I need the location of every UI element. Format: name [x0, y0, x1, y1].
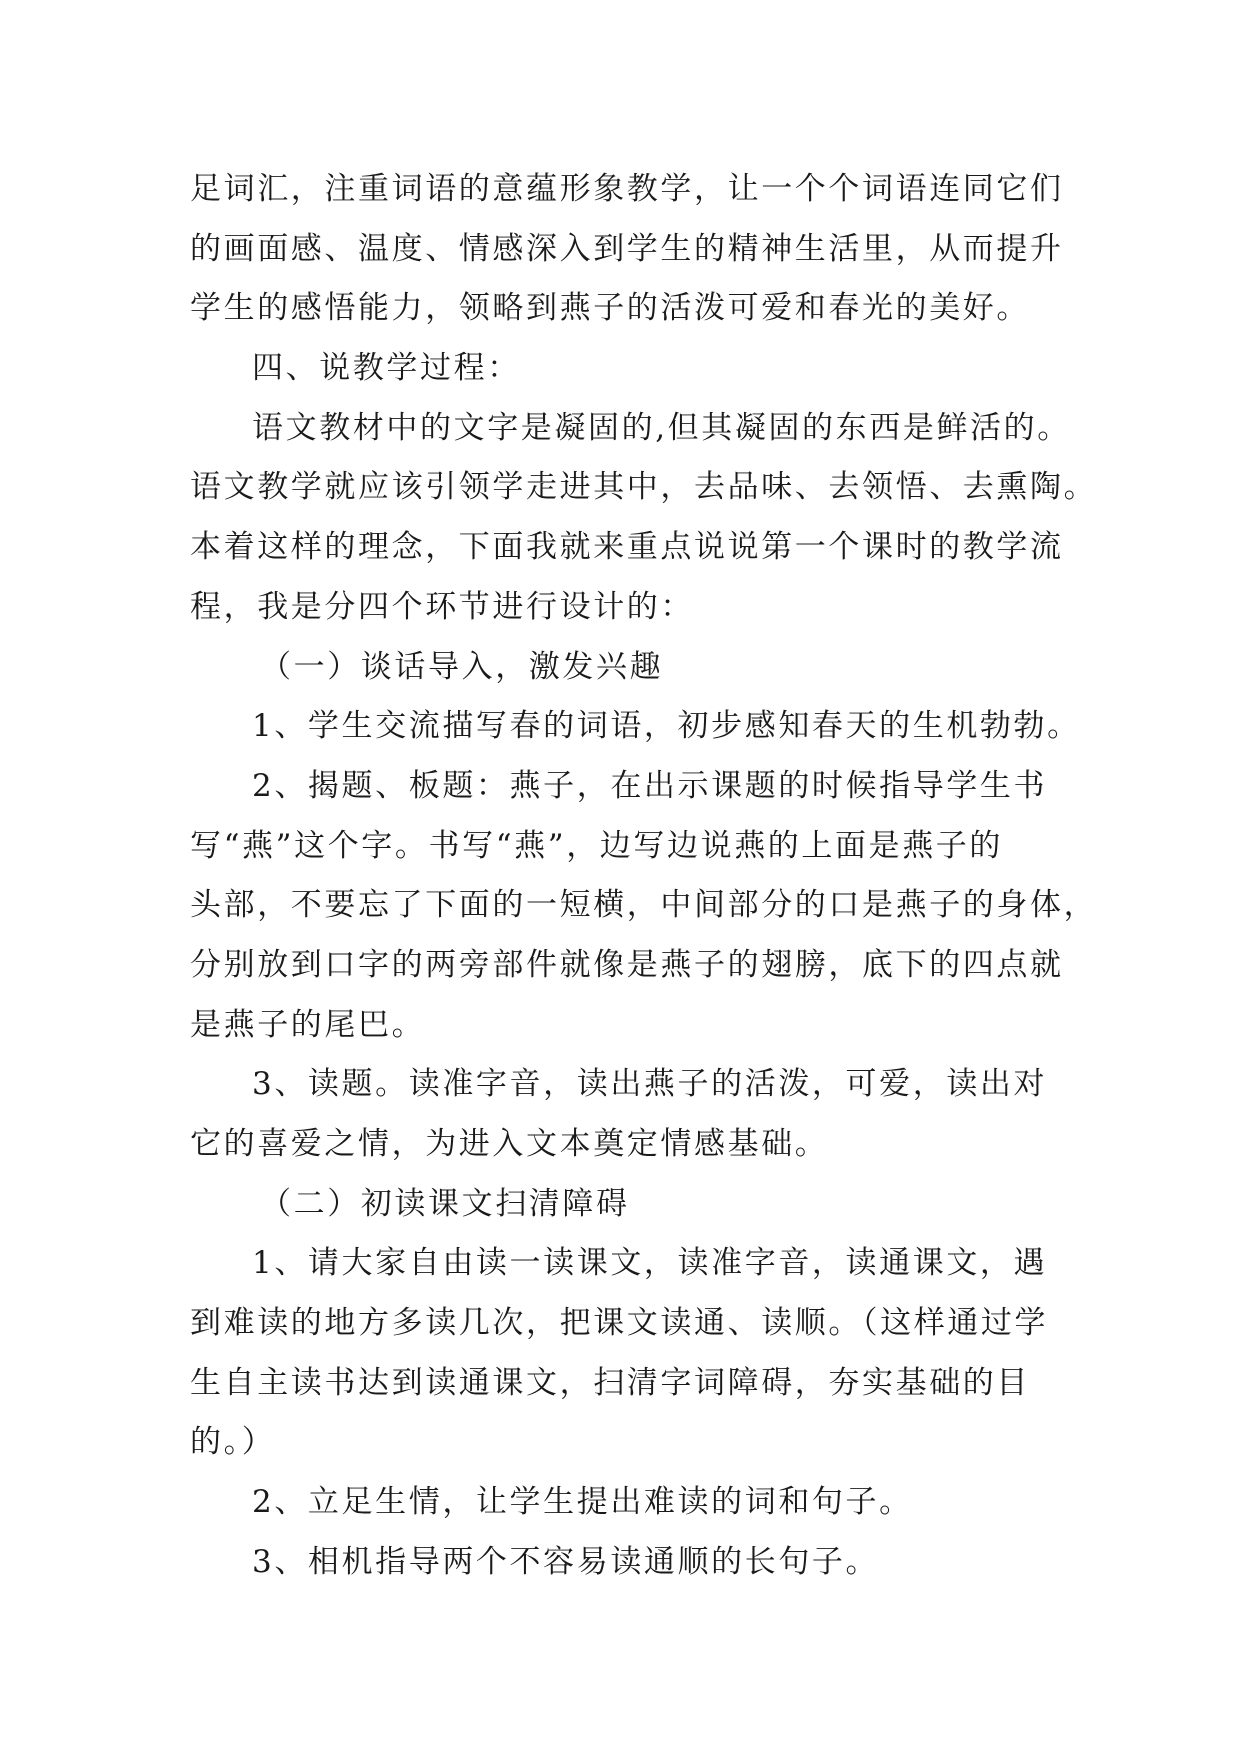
body-text — [190, 160, 1098, 1593]
text-line: 语文教材中的文字是凝固的,但其凝固的东西是鲜活的。 — [252, 409, 1071, 446]
text-line: 它的喜爱之情，为进入文本奠定情感基础。 — [190, 1126, 829, 1162]
text-line: 分别放到口字的两旁部件就像是燕子的翅膀，底下的四点就 — [190, 946, 1064, 983]
text-line: 1、请大家自由读一读课文，读准字音，读通课文，遇 — [252, 1245, 1048, 1282]
text-line: 写“燕”这个字。书写“燕”，边写边说燕的上面是燕子的 — [190, 827, 1003, 864]
text-line: 本着这样的理念，下面我就来重点说说第一个课时的教学流 — [190, 529, 1064, 566]
text-line: 的画面感、温度、情感深入到学生的精神生活里，从而提升 — [190, 230, 1064, 267]
text-line: 3、相机指导两个不容易读通顺的长句子。 — [252, 1543, 880, 1580]
text-line: 足词汇，注重词语的意蕴形象教学，让一个个词语连同它们 — [190, 171, 1064, 207]
text-line: 1、学生交流描写春的词语，初步感知春天的生机勃勃。 — [252, 708, 1081, 745]
text-line: 语文教学就应该引领学走进其中，去品味、去领悟、去熏陶。 — [190, 469, 1098, 506]
text-line: （一）谈话导入，激发兴趣 — [260, 648, 664, 685]
text-line: 四、说教学过程： — [252, 350, 521, 387]
text-line: 程，我是分四个环节进行设计的： — [190, 588, 694, 625]
text-line: 3、读题。读准字音，读出燕子的活泼，可爱，读出对 — [252, 1066, 1048, 1103]
text-line: 2、揭题、板题：燕子，在出示课题的时候指导学生书 — [252, 767, 1048, 804]
text-line: 头部，不要忘了下面的一短横，中间部分的口是燕子的身体， — [190, 887, 1098, 924]
text-line: 是燕子的尾巴。 — [190, 1006, 426, 1043]
text-line: 的。） — [190, 1424, 276, 1461]
text-line: 学生的感悟能力，领略到燕子的活泼可爱和春光的美好。 — [190, 290, 1030, 327]
text-line: 生自主读书达到读通课文，扫清字词障碍，夯实基础的目 — [190, 1364, 1030, 1401]
text-line: 2、立足生情，让学生提出难读的词和句子。 — [252, 1484, 913, 1521]
text-line: （二）初读课文扫清障碍 — [260, 1185, 630, 1222]
text-line: 到难读的地方多读几次，把课文读通、读顺。（这样通过学 — [190, 1305, 1049, 1342]
